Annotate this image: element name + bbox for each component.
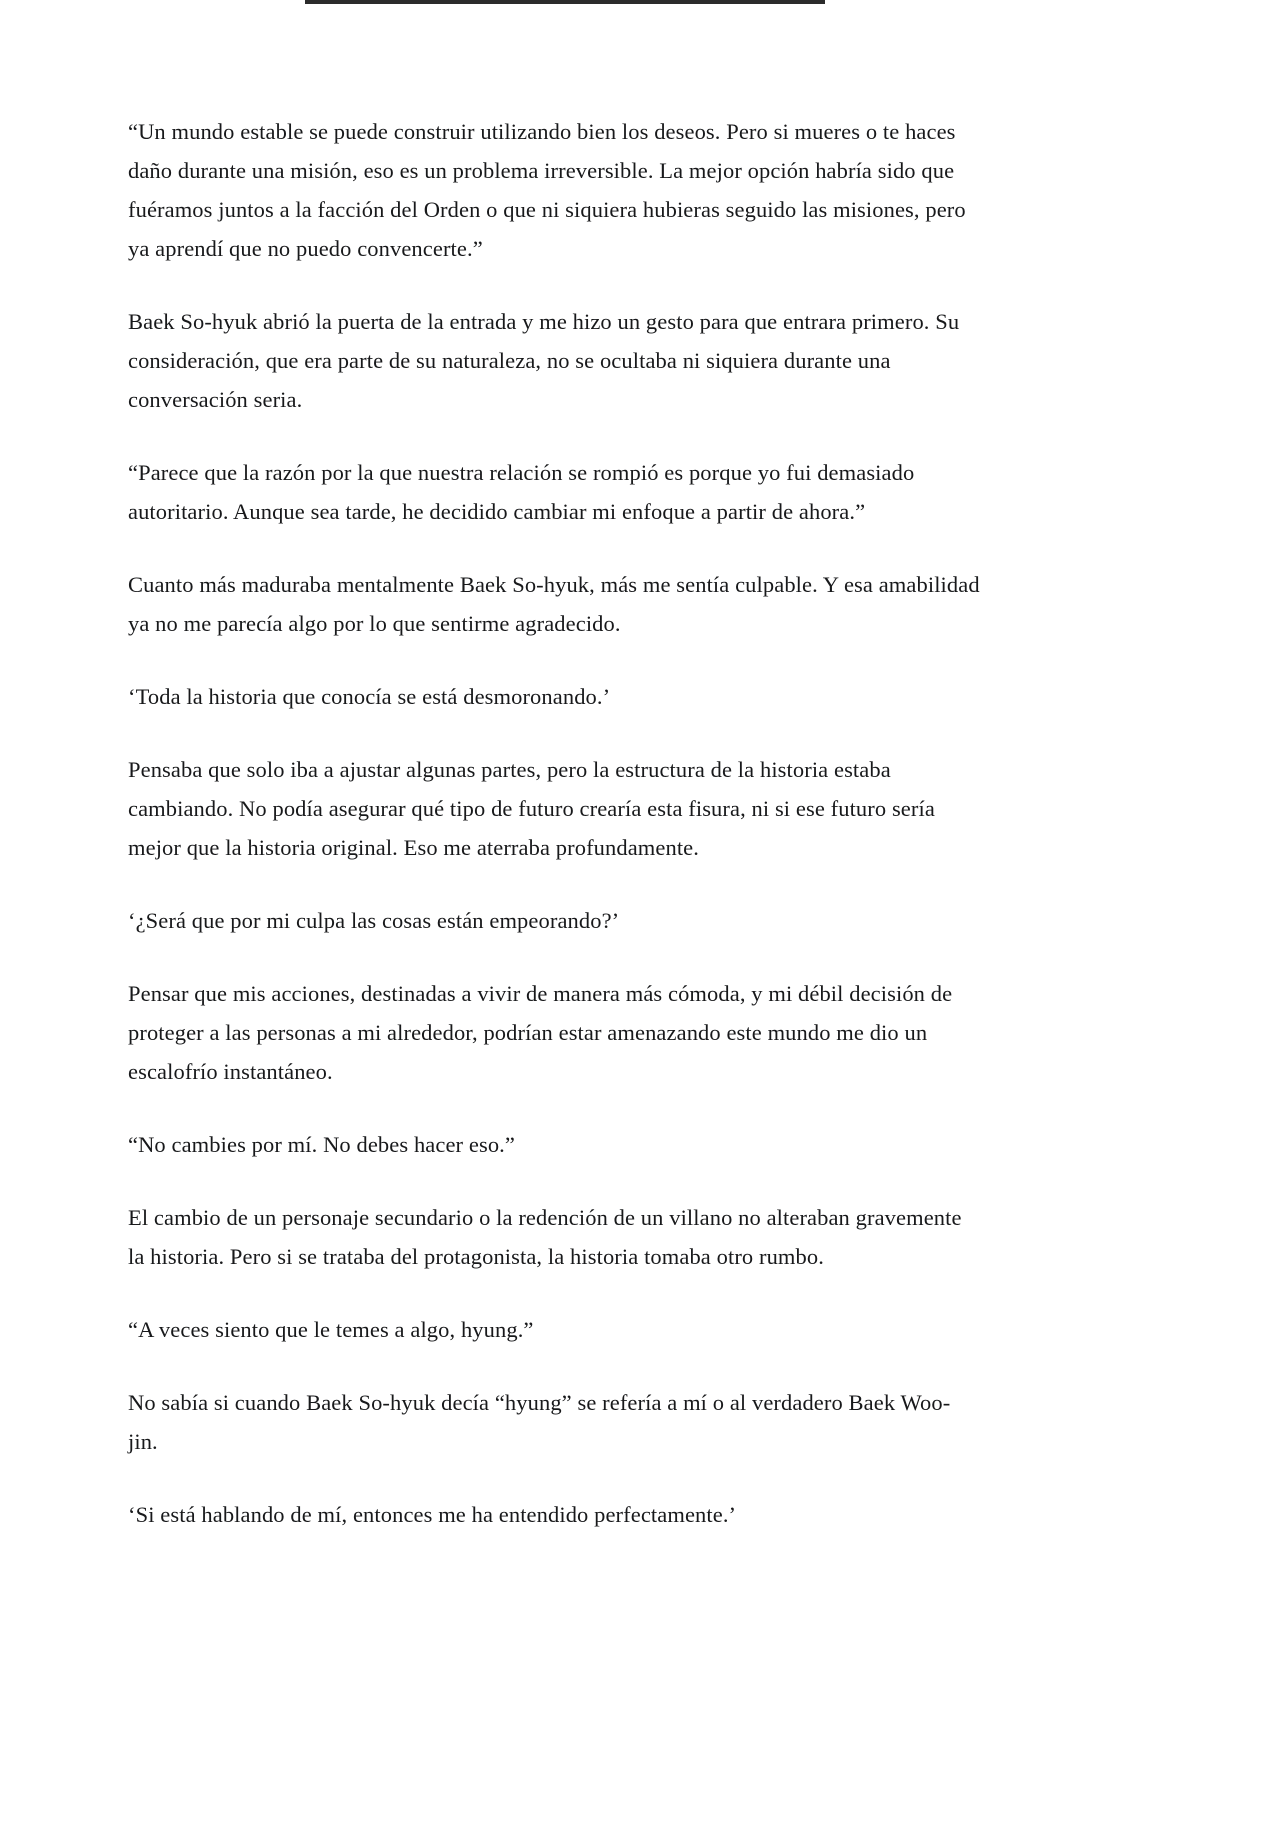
paragraph: ‘Si está hablando de mí, entonces me ha entendido perfectamente.’ [128, 1502, 737, 1527]
paragraph: “Un mundo estable se puede construir utilizando bien los deseos. Pero si mueres o te haces daño durante una misión, eso es un problema irreversible. La mejor opción habría sido que fuéramos juntos a la facción del Orden o que ni siquiera hubieras seguido las misiones, pero ya aprendí que no puedo convencerte.” [128, 119, 966, 261]
paragraph: Pensaba que solo iba a ajustar algunas partes, pero la estructura de la historia estaba cambiando. No podía asegurar qué tipo de futuro crearía esta fisura, ni si ese futuro sería mejor que la historia original. Eso me aterraba profundamente. [128, 757, 935, 860]
paragraph: “A veces siento que le temes a algo, hyung.” [128, 1317, 534, 1342]
paragraph: Cuanto más maduraba mentalmente Baek So-hyuk, más me sentía culpable. Y esa amabilidad ya no me parecía algo por lo que sentirme agradecido. [128, 572, 980, 636]
paragraph: “Parece que la razón por la que nuestra relación se rompió es porque yo fui demasiado autoritario. Aunque sea tarde, he decidido cambiar mi enfoque a partir de ahora.” [128, 460, 915, 524]
paragraph: Baek So-hyuk abrió la puerta de la entrada y me hizo un gesto para que entrara primero. Su consideración, que era parte de su naturaleza, no se ocultaba ni siquiera durante una conversación seria. [128, 309, 960, 412]
paragraph: No sabía si cuando Baek So-hyuk decía “hyung” se refería a mí o al verdadero Baek Woo-jin. [128, 1390, 951, 1454]
paragraph: Pensar que mis acciones, destinadas a vivir de manera más cómoda, y mi débil decisión de proteger a las personas a mi alrededor, podrían estar amenazando este mundo me dio un escalofrío instantáneo. [128, 981, 953, 1084]
header-rule [305, 0, 825, 4]
paragraph: El cambio de un personaje secundario o la redención de un villano no alteraban gravemente la historia. Pero si se trataba del protagonista, la historia tomaba otro rumbo. [128, 1205, 962, 1269]
paragraph: ‘Toda la historia que conocía se está desmoronando.’ [128, 684, 611, 709]
paragraph: ‘¿Será que por mi culpa las cosas están empeorando?’ [128, 908, 620, 933]
paragraph: “No cambies por mí. No debes hacer eso.” [128, 1132, 515, 1157]
